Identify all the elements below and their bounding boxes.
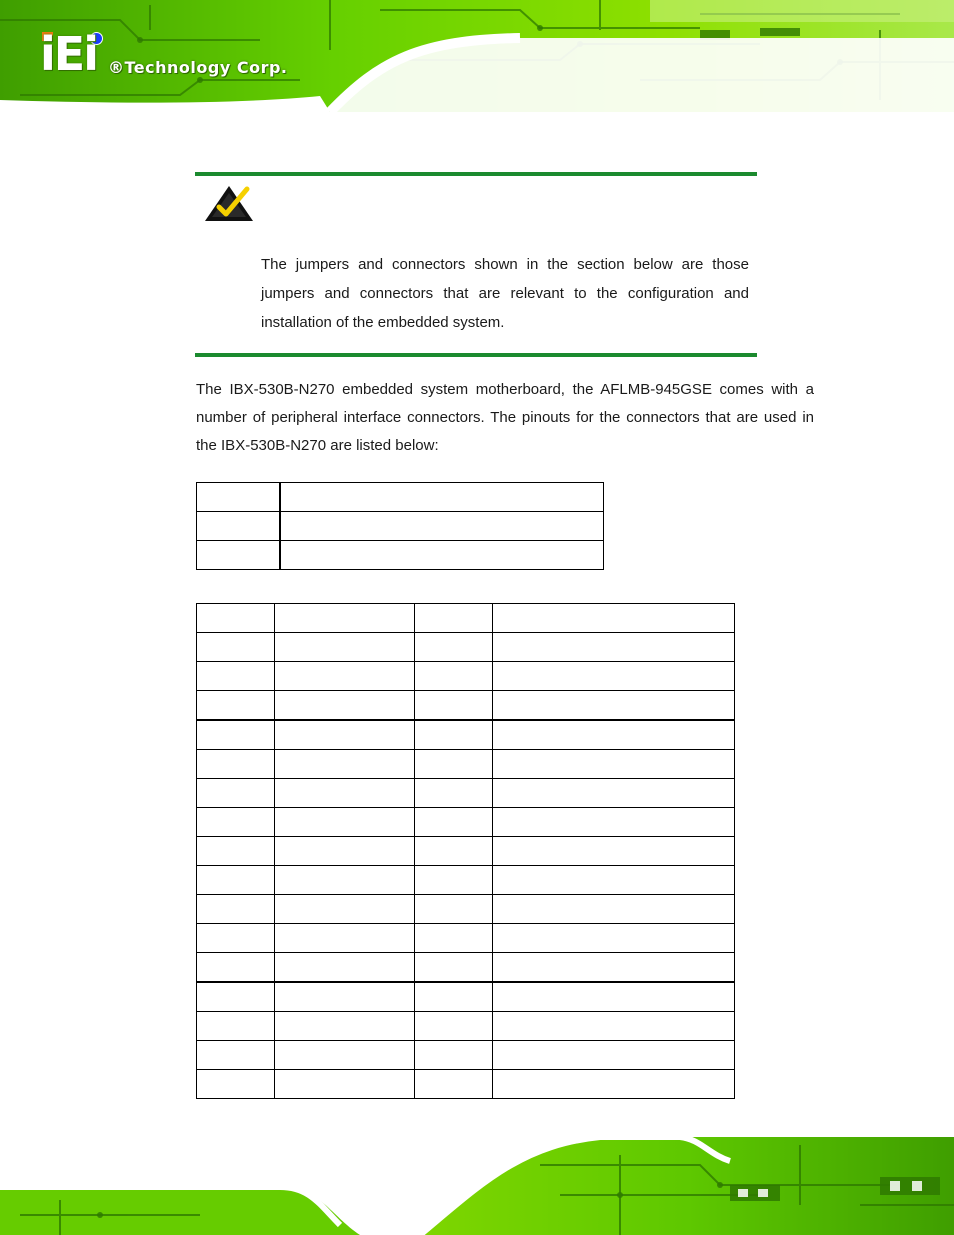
table-cell bbox=[493, 837, 735, 866]
table-cell bbox=[197, 779, 275, 808]
table-cell bbox=[493, 808, 735, 837]
table-cell bbox=[275, 604, 415, 633]
table-cell bbox=[415, 720, 493, 750]
table-cell bbox=[197, 953, 275, 983]
table-cell bbox=[415, 779, 493, 808]
table-cell bbox=[415, 1012, 493, 1041]
table-row bbox=[197, 866, 735, 895]
table-cell bbox=[493, 953, 735, 983]
table-row bbox=[197, 1012, 735, 1041]
table-row bbox=[197, 837, 735, 866]
table-row bbox=[197, 691, 735, 721]
table-cell bbox=[275, 779, 415, 808]
table-cell bbox=[197, 808, 275, 837]
table-cell bbox=[275, 895, 415, 924]
table-cell bbox=[415, 750, 493, 779]
table-cell bbox=[197, 866, 275, 895]
table-row bbox=[197, 512, 604, 541]
table-cell bbox=[415, 604, 493, 633]
table-cell bbox=[415, 691, 493, 721]
table-cell bbox=[275, 633, 415, 662]
page-footer-banner bbox=[0, 1125, 954, 1235]
table-row bbox=[197, 808, 735, 837]
table-cell bbox=[197, 720, 275, 750]
table-cell bbox=[493, 633, 735, 662]
table-cell bbox=[280, 512, 604, 541]
table-row bbox=[197, 720, 735, 750]
table-cell bbox=[197, 982, 275, 1012]
table-row bbox=[197, 633, 735, 662]
table-cell bbox=[415, 837, 493, 866]
table-cell bbox=[197, 1012, 275, 1041]
table-cell bbox=[197, 483, 281, 512]
pinout-table bbox=[196, 603, 735, 1099]
table-cell bbox=[275, 691, 415, 721]
table-cell bbox=[275, 837, 415, 866]
table-cell bbox=[415, 982, 493, 1012]
note-check-icon bbox=[203, 183, 255, 223]
connector-summary-table bbox=[196, 482, 604, 570]
table-cell bbox=[275, 924, 415, 953]
table-cell bbox=[275, 953, 415, 983]
table-cell bbox=[415, 953, 493, 983]
table-cell bbox=[415, 1041, 493, 1070]
table-row bbox=[197, 895, 735, 924]
company-logo bbox=[36, 27, 288, 82]
table-cell bbox=[275, 750, 415, 779]
table-cell bbox=[197, 750, 275, 779]
table-cell bbox=[275, 808, 415, 837]
table-cell bbox=[197, 895, 275, 924]
table-cell bbox=[275, 720, 415, 750]
table-cell bbox=[493, 604, 735, 633]
table-cell bbox=[197, 604, 275, 633]
table-row bbox=[197, 604, 735, 633]
table-cell bbox=[493, 866, 735, 895]
table-cell bbox=[275, 1041, 415, 1070]
table-cell bbox=[275, 662, 415, 691]
table-row bbox=[197, 1041, 735, 1070]
table-cell bbox=[493, 1041, 735, 1070]
table-row bbox=[197, 483, 604, 512]
table-cell bbox=[493, 982, 735, 1012]
table-row bbox=[197, 750, 735, 779]
table-cell bbox=[493, 895, 735, 924]
table-cell bbox=[493, 779, 735, 808]
table-cell bbox=[493, 1012, 735, 1041]
table-cell bbox=[197, 512, 281, 541]
table-row bbox=[197, 1070, 735, 1099]
table-cell bbox=[415, 924, 493, 953]
table-cell bbox=[197, 662, 275, 691]
table-cell bbox=[493, 662, 735, 691]
table-cell bbox=[197, 1070, 275, 1099]
table-cell bbox=[280, 541, 604, 570]
table-cell bbox=[197, 837, 275, 866]
table-cell bbox=[415, 1070, 493, 1099]
table-cell bbox=[275, 982, 415, 1012]
circuit-board-footer bbox=[0, 1125, 954, 1235]
note-text: The jumpers and connectors shown in the section below are those jumpers and connectors that are relevant to the configuration and installation of the embedded system. bbox=[261, 256, 749, 331]
table-cell bbox=[197, 633, 275, 662]
table-row bbox=[197, 982, 735, 1012]
table-row bbox=[197, 662, 735, 691]
table-row bbox=[197, 541, 604, 570]
note-bottom-rule bbox=[195, 353, 757, 357]
table-cell bbox=[415, 633, 493, 662]
intro-paragraph: The IBX-530B-N270 embedded system motherboard, the AFLMB-945GSE comes with a number of peripheral interface connectors. The pinouts for the connectors that are used in the IBX-530B-N270 are listed below: bbox=[196, 381, 814, 454]
table-cell bbox=[415, 895, 493, 924]
logo-mark: iEi bbox=[40, 27, 97, 81]
table-cell bbox=[275, 1070, 415, 1099]
table-cell bbox=[415, 808, 493, 837]
table-row bbox=[197, 924, 735, 953]
table-row bbox=[197, 779, 735, 808]
table-cell bbox=[493, 750, 735, 779]
note-top-rule bbox=[195, 172, 757, 176]
page-header-banner bbox=[0, 0, 954, 112]
table-cell bbox=[275, 866, 415, 895]
table-cell bbox=[197, 924, 275, 953]
table-cell bbox=[197, 691, 275, 721]
table-cell bbox=[493, 720, 735, 750]
table-cell bbox=[197, 1041, 275, 1070]
table-cell bbox=[415, 662, 493, 691]
table-row bbox=[197, 953, 735, 983]
table-cell bbox=[493, 691, 735, 721]
table-cell bbox=[197, 541, 281, 570]
table-cell bbox=[493, 1070, 735, 1099]
table-cell bbox=[493, 924, 735, 953]
table-cell bbox=[280, 483, 604, 512]
logo-company-name: ®Technology Corp. bbox=[108, 58, 288, 77]
table-cell bbox=[275, 1012, 415, 1041]
table-cell bbox=[415, 866, 493, 895]
